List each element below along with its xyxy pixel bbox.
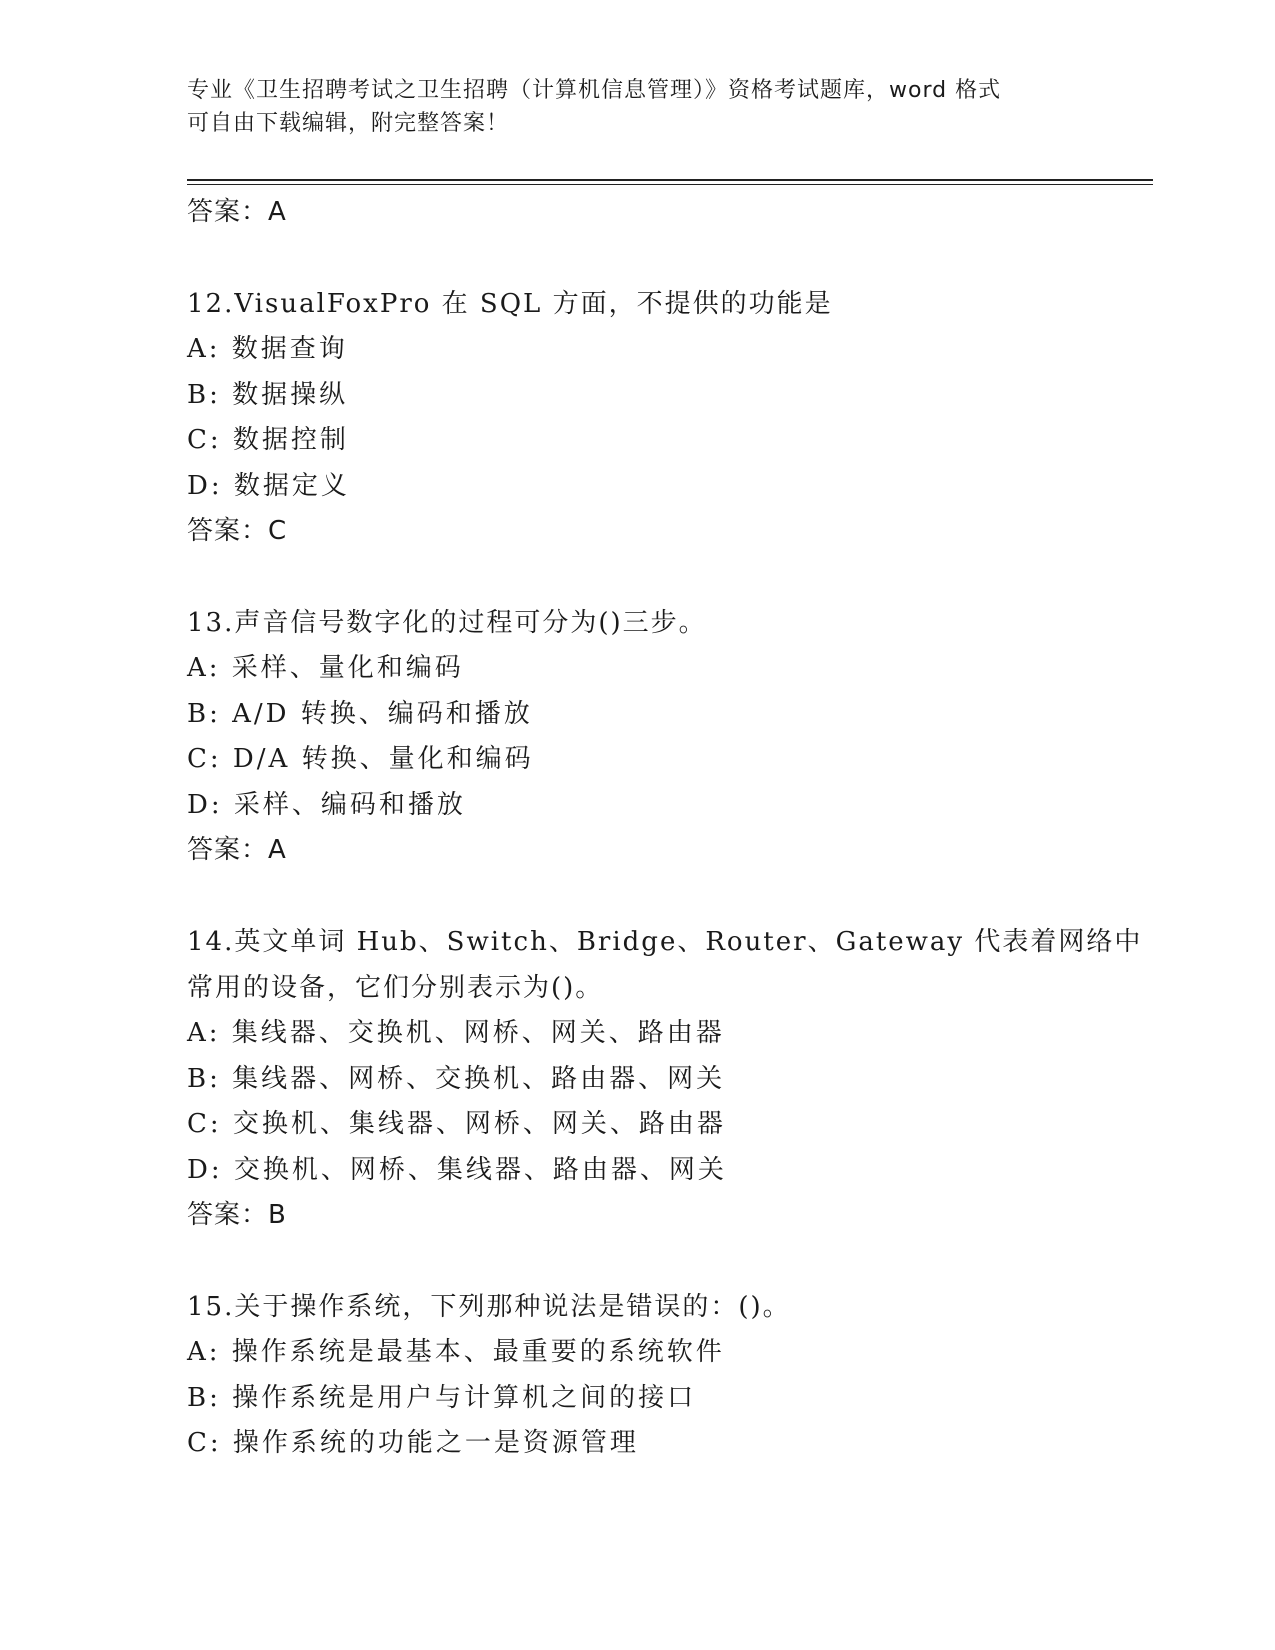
option-d: D: 采样、编码和播放 (187, 789, 466, 820)
option-c: C: 交换机、集线器、网桥、网关、路由器 (187, 1109, 726, 1139)
question-stem-continued: 常用的设备，它们分别表示为()。 (187, 973, 604, 1003)
header-divider-thick (187, 179, 1153, 181)
option-b: B: 数据操纵 (187, 379, 349, 410)
question-stem: 12.VisualFoxPro 在 SQL 方面，不提供的功能是 (187, 289, 833, 319)
question-12 (187, 281, 1087, 554)
option-a: A: 数据查询 (187, 334, 348, 364)
question-15 (187, 1284, 1087, 1467)
answer-line: 答案：B (187, 1200, 287, 1230)
option-a: A: 集线器、交换机、网桥、网关、路由器 (187, 1018, 725, 1048)
option-b: B: 操作系统是用户与计算机之间的接口 (187, 1382, 697, 1413)
option-c: C: D/A 转换、量化和编码 (187, 744, 534, 774)
document-body (187, 190, 1143, 1467)
question-stem: 13.声音信号数字化的过程可分为()三步。 (187, 608, 707, 638)
option-c: C: 数据控制 (187, 425, 349, 455)
option-b: B: A/D 转换、编码和播放 (187, 698, 533, 729)
document-header (187, 74, 1067, 140)
answer-line: 答案：A (187, 197, 287, 227)
answer-line: 答案：C (187, 516, 288, 546)
option-a: A: 采样、量化和编码 (187, 653, 464, 683)
header-divider-thin (187, 184, 1153, 185)
header-line-1: 专业《卫生招聘考试之卫生招聘（计算机信息管理）》资格考试题库，word 格式 (187, 78, 1002, 103)
option-d: D: 数据定义 (187, 470, 350, 501)
question-stem: 15.关于操作系统，下列那种说法是错误的：()。 (187, 1292, 791, 1322)
option-d: D: 交换机、网桥、集线器、路由器、网关 (187, 1154, 727, 1185)
question-stem: 14.英文单词 Hub、Switch、Bridge、Router、Gateway 代表着网络中 (187, 927, 1143, 957)
question-13 (187, 600, 1087, 873)
option-b: B: 集线器、网桥、交换机、路由器、网关 (187, 1063, 726, 1094)
option-c: C: 操作系统的功能之一是资源管理 (187, 1428, 639, 1458)
option-a: A: 操作系统是最基本、最重要的系统软件 (187, 1337, 725, 1367)
question-14 (187, 919, 1143, 1238)
header-line-2: 可自由下载编辑，附完整答案！ (187, 111, 510, 136)
answer-line: 答案：A (187, 835, 287, 865)
